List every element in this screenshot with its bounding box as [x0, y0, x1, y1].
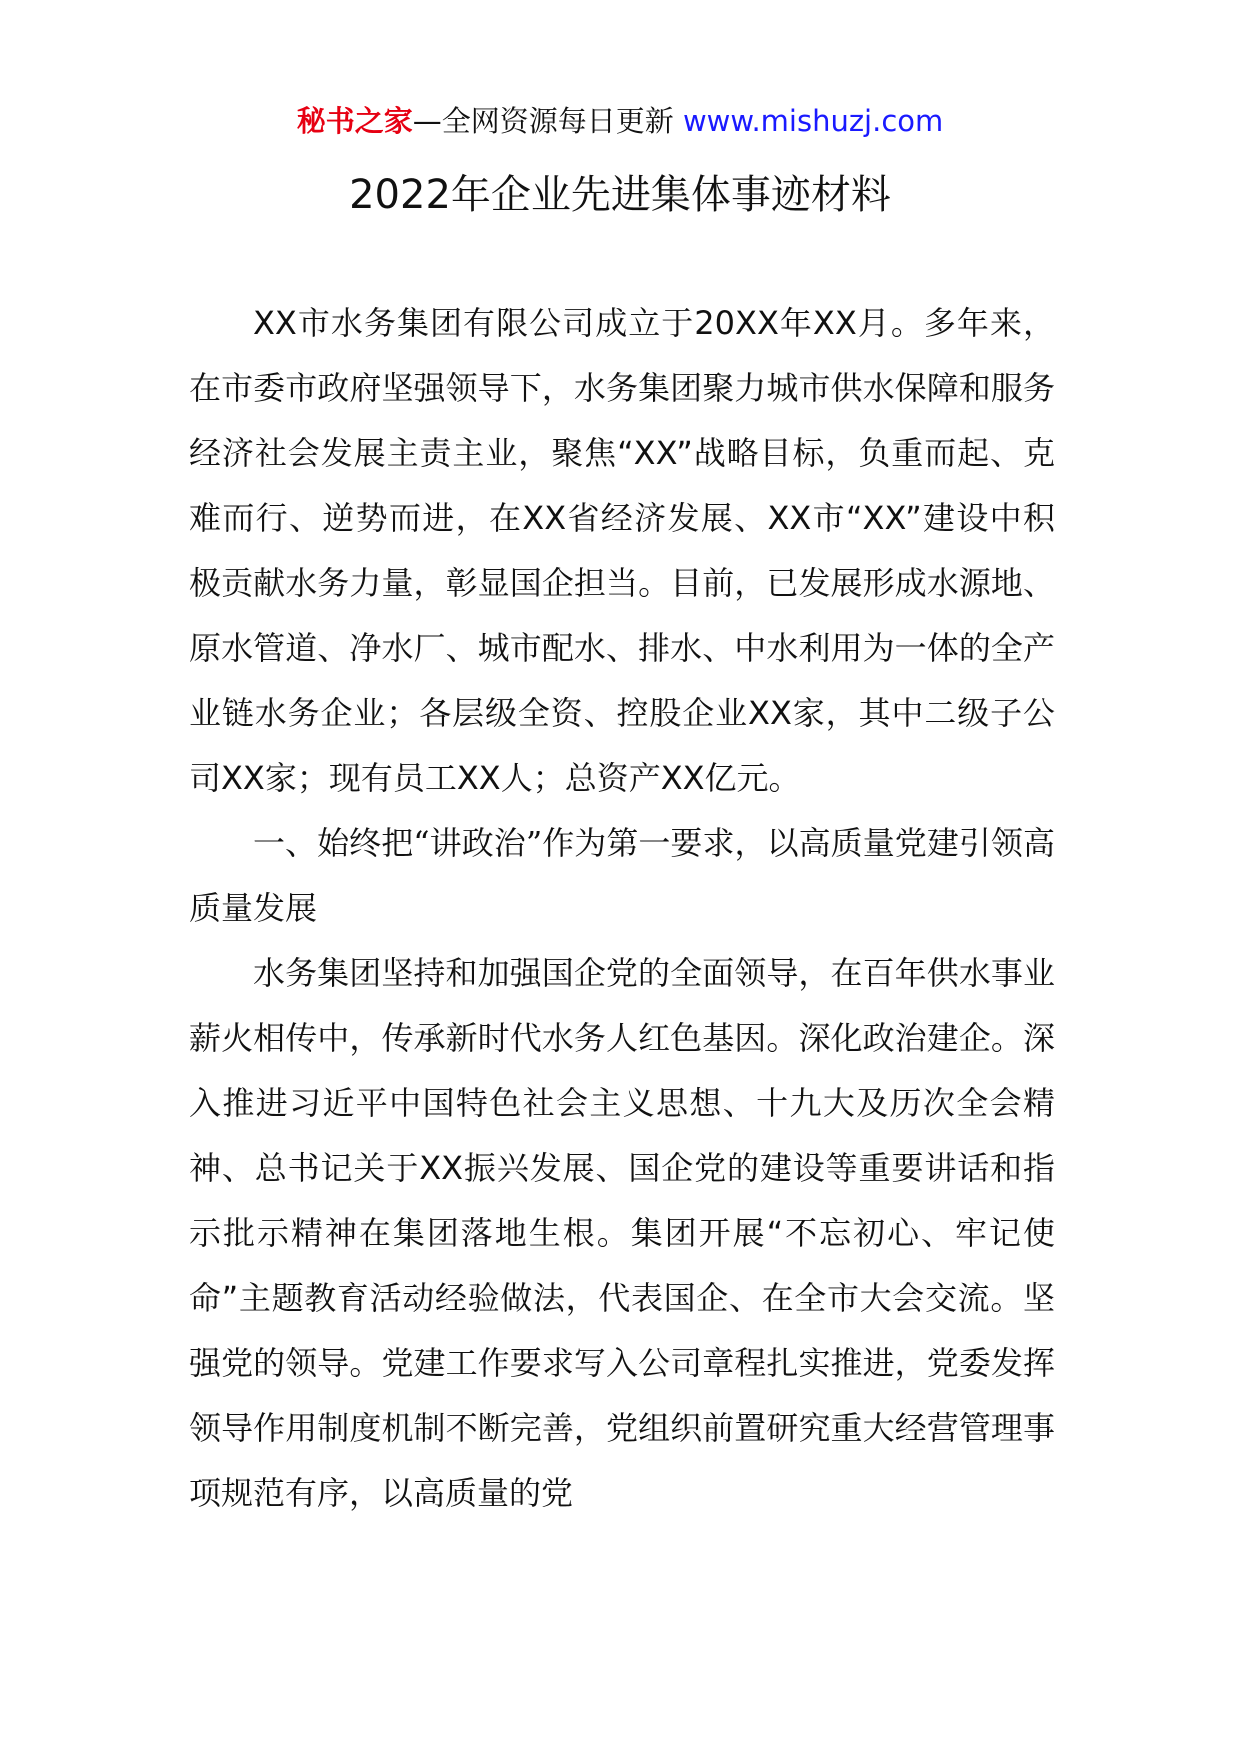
body-paragraph: 水务集团坚持和加强国企党的全面领导，在百年供水事业薪火相传中，传承新时代水务人红色基因。深化政治建企。深入推进习近平中国特色社会主义思想、十九大及历次全会精神、总书记关于XX振兴发展、国企党的建设等重要讲话和指示批示精神在集团落地生根。集团开展“不忘初心、牢记使命”主题教育活动经验做法，代表国企、在全市大会交流。坚强党的领导。党建工作要求写入公司章程扎实推进，党委发挥领导作用制度机制不断完善，党组织前置研究重大经营管理事项规范有序，以高质量的党: [189, 954, 1055, 1512]
site-url-link[interactable]: www.mishuzj.com: [682, 104, 944, 138]
section-heading-one: 一、始终把“讲政治”作为第一要求，以高质量党建引领高质量发展: [189, 824, 1055, 927]
intro-paragraph: XX市水务集团有限公司成立于20XX年XX月。多年来，在市委市政府坚强领导下，水务集团聚力城市供水保障和服务经济社会发展主责主业，聚焦“XX”战略目标，负重而起、克难而行、逆势而进，在XX省经济发展、XX市“XX”建设中积极贡献水务力量，彰显国企担当。目前，已发展形成水源地、原水管道、净水厂、城市配水、排水、中水利用为一体的全产业链水务企业；各层级全资、控股企业XX家，其中二级子公司XX家；现有员工XX人；总资产XX亿元。: [189, 304, 1055, 797]
site-header: [0, 101, 1240, 141]
brand-name: 秘书之家: [296, 104, 413, 138]
header-tagline: —全网资源每日更新: [412, 104, 683, 138]
document-title: 2022年企业先进集体事迹材料: [349, 172, 891, 218]
document-body: [189, 291, 1055, 1526]
